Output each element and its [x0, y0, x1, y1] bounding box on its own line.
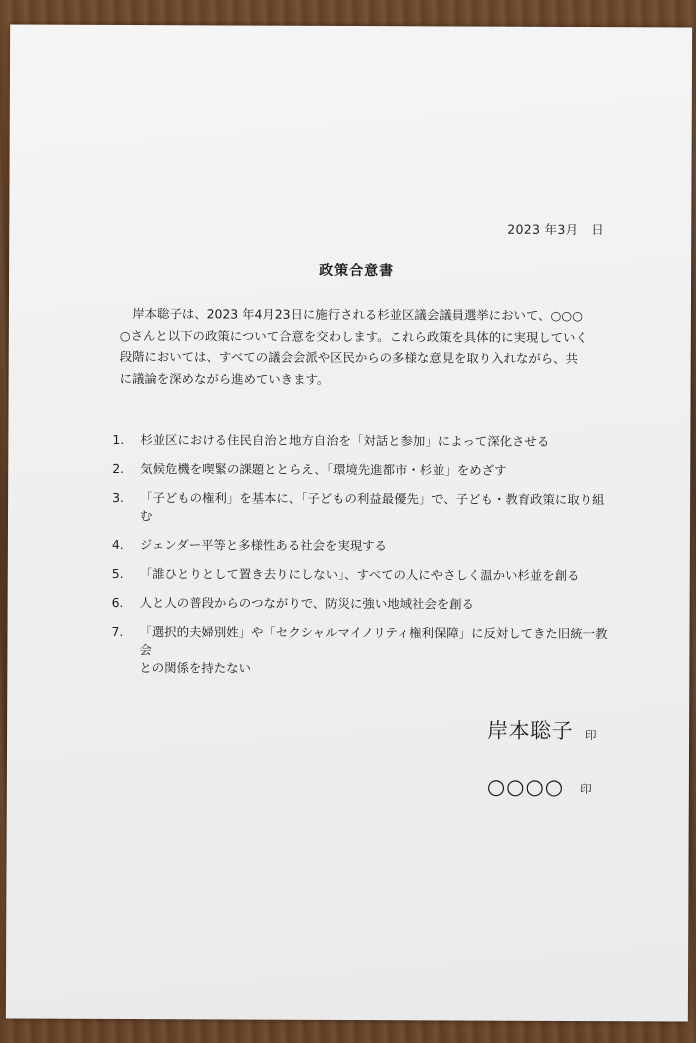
policy-text: 「子どもの権利」を基本に、「子どもの利益最優先」で、子ども・教育政策に取り組む [139, 490, 605, 524]
policy-text: ジェンダー平等と多様性ある社会を実現する [139, 537, 388, 554]
policy-number: 6. [111, 594, 124, 611]
signatory-name-placeholder: ○○○○ [486, 774, 565, 799]
signature-placeholder [487, 775, 592, 799]
policy-item-1 [112, 431, 612, 451]
policy-item-6 [112, 594, 612, 614]
policy-number: 4. [111, 536, 124, 553]
policy-text: 人と人の普段からのつながりで、防災に強い地域社会を創る [139, 595, 474, 612]
policy-item-7 [111, 623, 611, 679]
policy-text: 「誰ひとりとして置き去りにしない」、すべての人にやさしく温かい杉並を創る [139, 566, 580, 584]
policy-item-4 [112, 536, 612, 556]
policy-list [111, 431, 612, 690]
policy-item-3 [112, 489, 612, 527]
policy-number: 2. [112, 460, 125, 477]
policy-text: 気候危機を喫緊の課題ととらえ、「環境先進都市・杉並」をめざす [140, 461, 507, 478]
seal-mark: 印 [585, 728, 597, 743]
policy-number: 3. [112, 489, 124, 506]
policy-number: 1. [112, 431, 125, 448]
policy-number: 5. [111, 565, 124, 582]
policy-text: 杉並区における住民自治と地方自治を「対話と参加」によって深化させる [140, 432, 550, 449]
policy-number: 7. [111, 623, 124, 640]
policy-text: 「選択的夫婦別姓」や「セクシャルマイノリティ権利保障」に反対してきた旧統一教会 との関係を持たない [139, 624, 608, 676]
seal-mark: 印 [580, 782, 592, 797]
document-page [6, 25, 692, 1022]
signature-kishimoto [487, 715, 597, 745]
signatory-name: 岸本聡子 [487, 718, 574, 743]
policy-item-2 [112, 460, 612, 480]
intro-paragraph: 岸本聡子は、2023 年4月23日に施行される杉並区議会議員選挙において、○○○○さんと以下の政策について合意を交わします。これら政策を具体的に実現していく段階においては、すべての議会会派や区民からの多様な意見を取り入れながら、共に議論を深めながら進めていきます。 [119, 306, 588, 387]
policy-item-5 [112, 565, 612, 585]
document-title: 政策合意書 [319, 262, 395, 280]
document-date: 2023 年3月 日 [507, 221, 605, 238]
